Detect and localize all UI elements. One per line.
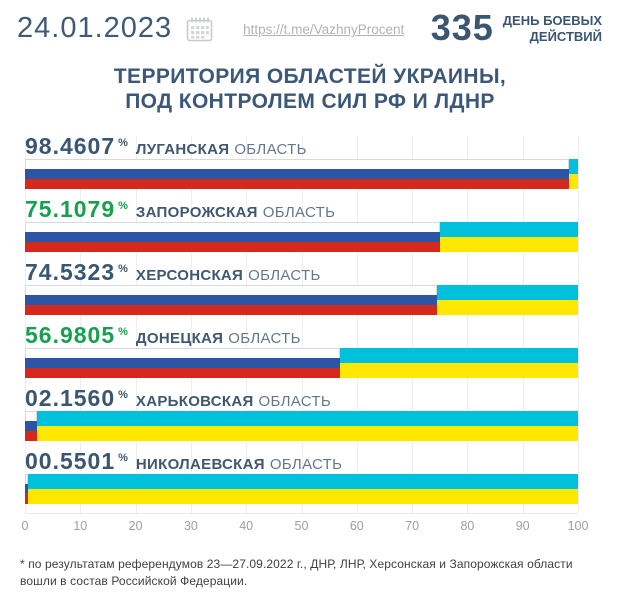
ua-yellow-stripe bbox=[437, 300, 578, 315]
ru-flag-segment bbox=[25, 348, 340, 378]
region-suffix: ОБЛАСТЬ bbox=[269, 456, 343, 473]
ua-flag-segment bbox=[37, 411, 578, 441]
x-axis-tick: 50 bbox=[294, 519, 309, 533]
region-row-label bbox=[25, 133, 578, 159]
control-bar bbox=[25, 159, 578, 189]
ua-flag-segment bbox=[28, 474, 578, 504]
control-bar bbox=[25, 474, 578, 504]
ru-red-stripe bbox=[25, 305, 437, 315]
region-row bbox=[25, 448, 578, 504]
region-row bbox=[25, 196, 578, 252]
ua-yellow-stripe bbox=[569, 174, 578, 189]
control-bar bbox=[25, 222, 578, 252]
ru-white-stripe bbox=[25, 159, 569, 169]
ua-flag-segment bbox=[340, 348, 578, 378]
ru-white-stripe bbox=[25, 348, 340, 358]
x-axis-tick: 70 bbox=[405, 519, 420, 533]
ua-yellow-stripe bbox=[440, 237, 578, 252]
ru-blue-stripe bbox=[25, 295, 437, 305]
bar-chart bbox=[21, 133, 589, 535]
ua-yellow-stripe bbox=[340, 363, 578, 378]
x-axis-tick: 10 bbox=[73, 519, 88, 533]
ru-flag-segment bbox=[25, 222, 440, 252]
region-name: ХАРЬКОВСКАЯ bbox=[135, 393, 254, 410]
ru-blue-stripe bbox=[25, 232, 440, 242]
plot-area bbox=[25, 133, 578, 514]
chart-title bbox=[0, 64, 620, 114]
header bbox=[17, 7, 602, 48]
x-axis-tick: 60 bbox=[349, 519, 364, 533]
region-suffix: ОБЛАСТЬ bbox=[228, 330, 301, 347]
region-row-label bbox=[25, 259, 578, 285]
region-row-label bbox=[25, 196, 578, 222]
ru-red-stripe bbox=[25, 368, 340, 378]
percent-sign: % bbox=[118, 452, 128, 464]
ua-cyan-stripe bbox=[340, 348, 578, 363]
region-row bbox=[25, 322, 578, 378]
ua-yellow-stripe bbox=[28, 489, 578, 504]
ua-cyan-stripe bbox=[440, 222, 578, 237]
percent-sign: % bbox=[118, 263, 128, 275]
region-row-label bbox=[25, 385, 578, 411]
ru-flag-segment bbox=[25, 285, 437, 315]
percent-sign: % bbox=[118, 389, 128, 401]
chart-title-line2: ПОД КОНТРОЛЕМ СИЛ РФ И ЛДНР bbox=[125, 90, 495, 114]
ru-white-stripe bbox=[25, 222, 440, 232]
x-axis-tick: 80 bbox=[460, 519, 475, 533]
war-day-label bbox=[503, 13, 602, 44]
ru-blue-stripe bbox=[25, 358, 340, 368]
war-day-label-line1: ДЕНЬ БОЕВЫХ bbox=[502, 13, 602, 29]
region-percent-value: 74.5323 bbox=[25, 259, 116, 285]
x-axis-tick: 0 bbox=[21, 519, 29, 533]
ru-blue-stripe bbox=[25, 421, 37, 431]
ru-red-stripe bbox=[25, 431, 37, 441]
region-row-label bbox=[25, 322, 578, 348]
region-suffix: ОБЛАСТЬ bbox=[262, 204, 336, 221]
region-suffix: ОБЛАСТЬ bbox=[234, 141, 307, 158]
ua-yellow-stripe bbox=[37, 426, 578, 441]
ru-blue-stripe bbox=[25, 169, 569, 179]
region-name: ХЕРСОНСКАЯ bbox=[135, 267, 244, 284]
war-day-counter bbox=[430, 7, 602, 48]
x-axis-tick: 100 bbox=[567, 519, 589, 533]
region-percent-value: 98.4607 bbox=[25, 133, 116, 159]
calendar-icon bbox=[186, 16, 213, 48]
x-axis-tick: 30 bbox=[183, 519, 198, 533]
ru-red-stripe bbox=[25, 179, 569, 189]
x-axis bbox=[21, 519, 589, 535]
percent-sign: % bbox=[118, 326, 128, 338]
x-axis-tick: 40 bbox=[239, 519, 254, 533]
region-row bbox=[25, 385, 578, 441]
ua-cyan-stripe bbox=[37, 411, 578, 426]
region-name: НИКОЛАЕВСКАЯ bbox=[135, 456, 265, 473]
war-day-number: 335 bbox=[430, 7, 494, 48]
region-suffix: ОБЛАСТЬ bbox=[248, 267, 321, 284]
ru-flag-segment bbox=[25, 411, 37, 441]
ru-red-stripe bbox=[25, 242, 440, 252]
region-percent-value: 75.1079 bbox=[25, 196, 116, 222]
ua-cyan-stripe bbox=[569, 159, 578, 174]
x-axis-tick: 90 bbox=[515, 519, 530, 533]
region-percent-value: 00.5501 bbox=[25, 448, 116, 474]
control-bar bbox=[25, 285, 578, 315]
ua-flag-segment bbox=[440, 222, 578, 252]
region-percent-value: 02.1560 bbox=[25, 385, 116, 411]
ua-flag-segment bbox=[437, 285, 578, 315]
control-bar bbox=[25, 348, 578, 378]
footnote: * по результатам референдумов 23—27.09.2022 г., ДНР, ЛНР, Херсонская и Запорожская области вошли в состав Российской Федерации. bbox=[20, 557, 573, 589]
percent-sign: % bbox=[118, 137, 128, 149]
region-suffix: ОБЛАСТЬ bbox=[258, 393, 332, 410]
ua-cyan-stripe bbox=[437, 285, 578, 300]
region-name: ЗАПОРОЖСКАЯ bbox=[135, 204, 258, 221]
region-percent-value: 56.9805 bbox=[25, 322, 116, 348]
ua-flag-segment bbox=[569, 159, 578, 189]
chart-title-line1: ТЕРРИТОРИЯ ОБЛАСТЕЙ УКРАИНЫ, bbox=[113, 65, 507, 88]
region-name: ЛУГАНСКАЯ bbox=[135, 141, 230, 158]
region-row bbox=[25, 259, 578, 315]
gridline bbox=[578, 136, 579, 513]
ru-flag-segment bbox=[25, 159, 569, 189]
region-row-label bbox=[25, 448, 578, 474]
control-bar bbox=[25, 411, 578, 441]
ua-cyan-stripe bbox=[28, 474, 578, 489]
x-axis-tick: 20 bbox=[128, 519, 143, 533]
region-row bbox=[25, 133, 578, 189]
ru-white-stripe bbox=[25, 285, 437, 295]
ru-white-stripe bbox=[25, 411, 37, 421]
telegram-channel-link[interactable]: https://t.me/VazhnyProcent bbox=[243, 22, 405, 37]
percent-sign: % bbox=[118, 200, 128, 212]
region-name: ДОНЕЦКАЯ bbox=[135, 330, 224, 347]
war-day-label-line2: ДЕЙСТВИЙ bbox=[529, 29, 602, 44]
date-text: 24.01.2023 bbox=[17, 12, 173, 44]
